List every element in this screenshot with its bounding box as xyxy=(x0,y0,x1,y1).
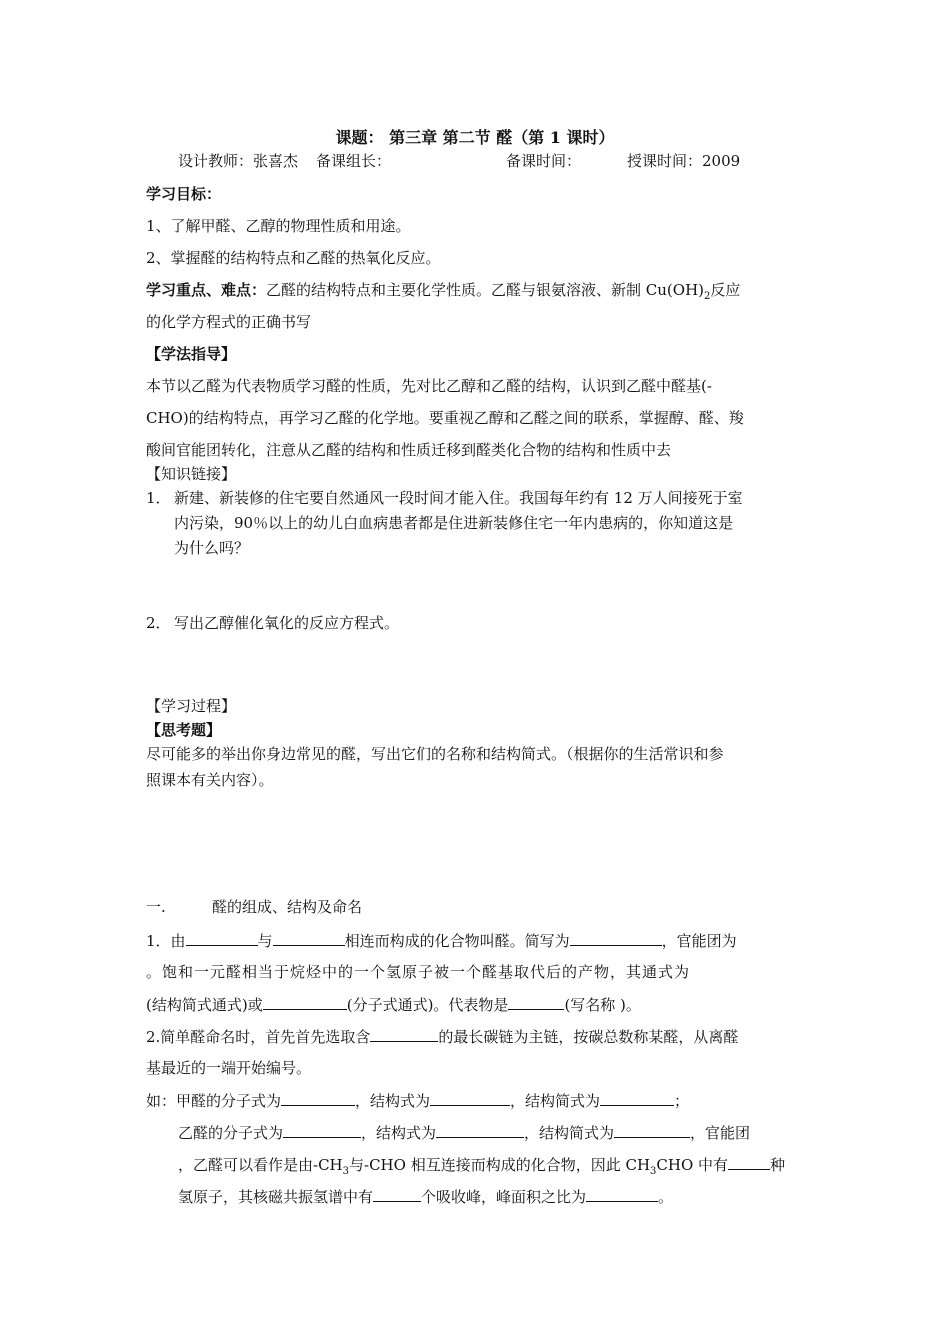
objective-item: 1、了解甲醛、乙醇的物理性质和用途。 xyxy=(146,217,411,235)
fill-line-8: ，乙醛可以看作是由$-CH_3$与-CHO 相互连接而构成的化合物，因此 $CH_3CHO$ 中有 种 xyxy=(178,1156,786,1177)
key-points-label: 学习重点、难点： xyxy=(146,281,267,299)
method-line: 本节以乙醛为代表物质学习醛的性质，先对比乙醇和乙醛的结构，认识到乙醛中醛基(- xyxy=(146,377,712,395)
question-text: 写出乙醇催化氧化的反应方程式。 xyxy=(174,614,400,632)
fill-blank[interactable] xyxy=(430,1090,510,1106)
fill-blank[interactable] xyxy=(263,994,347,1010)
fill-blank[interactable] xyxy=(728,1154,770,1170)
fill-blank[interactable] xyxy=(373,1186,421,1202)
fill-blank[interactable] xyxy=(570,930,662,946)
method-line: CHO)的结构特点，再学习乙醛的化学地。要重视乙醇和乙醛之间的联系，掌握醇、醛、羧 xyxy=(146,409,744,427)
objectives-heading: 学习目标： xyxy=(146,185,222,203)
question-text: 为什么吗？ xyxy=(174,539,250,557)
fill-line-5: 基最近的一端开始编号。 xyxy=(146,1059,312,1077)
fill-blank[interactable] xyxy=(586,1186,658,1202)
method-heading: 【学法指导】 xyxy=(146,345,237,363)
group-leader-label: 备课组长： xyxy=(316,152,392,170)
fill-blank[interactable] xyxy=(273,930,345,946)
knowledge-heading: 【知识链接】 xyxy=(146,465,237,483)
key-points-line: 学习重点、难点：乙醛的结构特点和主要化学性质。乙醛与银氨溶液、新制 $Cu(OH)_2$反应 xyxy=(146,281,741,302)
fill-blank[interactable] xyxy=(614,1122,690,1138)
key-points-line-2: 的化学方程式的正确书写 xyxy=(146,313,312,331)
fill-line-6: 如：甲醛的分子式为 ，结构式为 ，结构简式为 ； xyxy=(146,1092,690,1110)
process-heading: 【学习过程】 xyxy=(146,697,237,715)
section-title: 醛的组成、结构及命名 xyxy=(212,898,363,916)
think-line: 尽可能多的举出你身边常见的醛，写出它们的名称和结构简式。（根据你的生活常识和参 xyxy=(146,745,724,763)
page-title: 课题： 第三章 第二节 醛（第 1 课时） xyxy=(335,128,615,147)
fill-line-1: 1．由 与 相连而构成的化合物叫醛。简写为 ，官能团为 xyxy=(146,932,737,950)
fill-blank[interactable] xyxy=(186,930,258,946)
question-text: 内污染，90％以上的幼儿白血病患者都是住进新装修住宅一年内患病的，你知道这是 xyxy=(174,514,734,532)
fill-line-9: 氢原子，其核磁共振氢谱中有 个吸收峰，峰面积之比为 。 xyxy=(178,1188,674,1206)
fill-blank[interactable] xyxy=(281,1090,355,1106)
method-line: 酸间官能团转化，注意从乙醛的结构和性质迁移到醛类化合物的结构和性质中去 xyxy=(146,441,672,459)
fill-line-7: 乙醛的分子式为 ，结构式为 ，结构简式为 ，官能团 xyxy=(178,1124,751,1142)
fill-blank[interactable] xyxy=(436,1122,524,1138)
question-number: 1． xyxy=(146,489,171,507)
teach-time-label: 授课时间：2009 xyxy=(627,152,741,170)
objective-item: 2、掌握醛的结构特点和乙醛的热氧化反应。 xyxy=(146,249,441,267)
fill-blank[interactable] xyxy=(508,994,564,1010)
question-number: 2． xyxy=(146,614,171,632)
fill-line-3: (结构简式通式)或 (分子式通式)。代表物是 (写名称 )。 xyxy=(146,996,641,1014)
section-number: 一. xyxy=(146,898,166,916)
question-text: 新建、新装修的住宅要自然通风一段时间才能入住。我国每年约有 12 万人间接死于室 xyxy=(174,489,743,507)
fill-line-2: 。饱和一元醛相当于烷烃中的一个氢原子被一个醛基取代后的产物，其通式为 xyxy=(146,963,691,981)
fill-blank[interactable] xyxy=(283,1122,361,1138)
designer-line: 设计教师：张喜杰 xyxy=(178,152,299,170)
fill-blank[interactable] xyxy=(600,1090,674,1106)
fill-line-4: 2.简单醛命名时，首先首先选取含 的最长碳链为主链，按碳总数称某醛，从离醛 xyxy=(146,1028,739,1046)
think-line: 照课本有关内容）。 xyxy=(146,771,274,789)
think-heading: 【思考题】 xyxy=(146,721,222,739)
prep-time-label: 备课时间： xyxy=(506,152,582,170)
fill-blank[interactable] xyxy=(370,1026,438,1042)
